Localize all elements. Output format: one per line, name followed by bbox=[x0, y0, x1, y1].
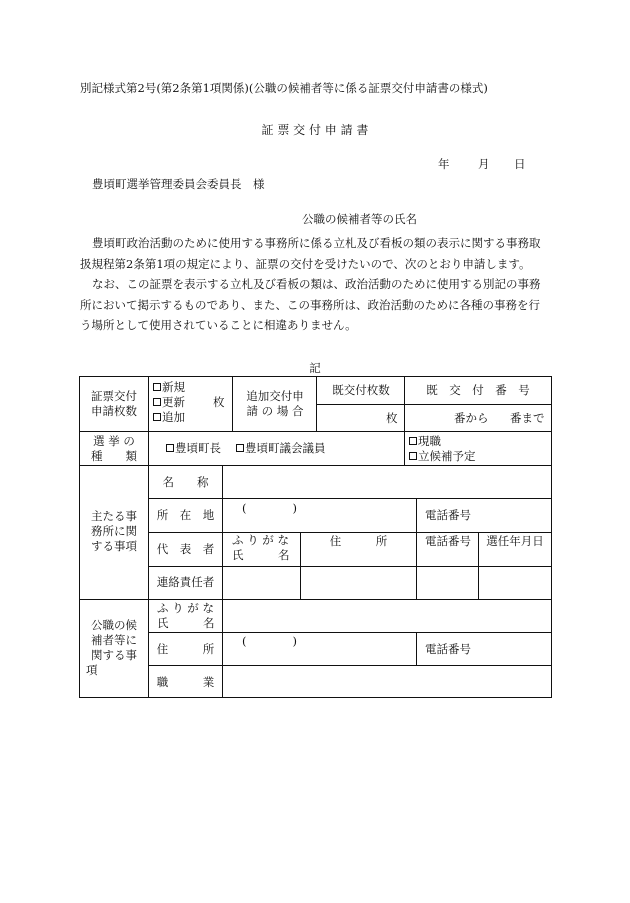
election-assembly-option[interactable] bbox=[236, 441, 326, 456]
request-count-label-1: 証票交付 bbox=[91, 389, 137, 403]
office-section-label-3: する事項 bbox=[91, 539, 137, 553]
checkbox-assembly[interactable] bbox=[236, 444, 244, 452]
checkbox-incumbent[interactable] bbox=[409, 437, 417, 445]
candidate-section-label-2: 補者等に bbox=[91, 633, 137, 647]
representative-furigana-label bbox=[232, 533, 300, 563]
planned-label: 立候補予定 bbox=[418, 449, 476, 463]
status-planned[interactable] bbox=[409, 449, 476, 464]
candidate-section-label bbox=[80, 618, 148, 678]
candidate-section-label-4: 項 bbox=[86, 663, 98, 677]
candidate-furigana-2: 氏 名 bbox=[157, 616, 215, 630]
election-mayor-option[interactable] bbox=[166, 441, 221, 456]
incumbent-label: 現職 bbox=[418, 434, 441, 448]
additional-case-label-2: 請 の 場 合 bbox=[246, 404, 304, 418]
form-header: 別記様式第2号(第2条第1項関係)(公職の候補者等に係る証票交付申請書の様式) bbox=[80, 81, 488, 95]
paragraph-1: 豊頃町政治活動のために使用する事務所に係る立札及び看板の類の表示に関する事務取扱規程第2条第1項の規定により、証票の交付を受けたいので、次のとおり申請します。 bbox=[80, 236, 541, 271]
office-section-label bbox=[80, 509, 148, 554]
number-from-label: 番から bbox=[454, 411, 489, 425]
date-month: 月 bbox=[478, 157, 490, 171]
candidate-tel-label: 電話番号 bbox=[425, 642, 471, 656]
checkbox-add[interactable] bbox=[153, 413, 161, 421]
addressee: 豊頃町選挙管理委員会委員長 様 bbox=[92, 177, 265, 191]
office-section-label-2: 務所に関 bbox=[91, 524, 137, 538]
document-title: 証 票 交 付 申 請 書 bbox=[261, 123, 369, 137]
office-address-label: 所 在 地 bbox=[156, 508, 215, 522]
representative-furigana-2: 氏 名 bbox=[232, 548, 290, 562]
office-section-label-1: 主たる事 bbox=[91, 509, 137, 523]
additional-case-label bbox=[233, 389, 317, 419]
ki-label: 記 bbox=[309, 361, 321, 375]
representative-address-field[interactable] bbox=[301, 567, 416, 599]
checkbox-new[interactable] bbox=[153, 383, 161, 391]
mayor-label: 豊頃町長 bbox=[175, 441, 221, 455]
candidate-name-field[interactable] bbox=[223, 600, 551, 632]
appointment-date-label: 選任年月日 bbox=[486, 534, 544, 548]
checkbox-mayor[interactable] bbox=[166, 444, 174, 452]
option-add[interactable] bbox=[153, 410, 233, 425]
election-type-label-1: 選 挙 の bbox=[93, 434, 135, 448]
request-type-options bbox=[153, 380, 233, 425]
candidate-section-label-3: 関する事 bbox=[91, 648, 137, 662]
office-tel-field[interactable] bbox=[479, 499, 551, 532]
representative-name-field[interactable] bbox=[223, 567, 300, 599]
election-type-label-2: 種 類 bbox=[91, 449, 137, 463]
additional-case-label-1: 追加交付申 bbox=[246, 389, 304, 403]
candidate-section-label-1: 公職の候 bbox=[91, 618, 137, 632]
status-options bbox=[409, 434, 476, 464]
date-year: 年 bbox=[438, 157, 450, 171]
office-name-field[interactable] bbox=[223, 466, 551, 498]
candidate-occupation-label: 職 業 bbox=[156, 675, 215, 689]
representative-tel-label: 電話番号 bbox=[425, 534, 471, 548]
office-address-paren: ( ) bbox=[242, 501, 297, 515]
candidate-address-paren: ( ) bbox=[242, 634, 297, 648]
option-renew-label: 更新 bbox=[162, 395, 185, 409]
date-day: 日 bbox=[514, 157, 526, 171]
unit-mai: 枚 bbox=[213, 395, 225, 409]
paragraph-2: なお、この証票を表示する立札及び看板の類は、政治活動のために使用する別記の事務所において掲示するものであり、また、この事務所は、政治活動のために各種の事務を行う場所として使用されていることに相違ありません。 bbox=[80, 277, 541, 332]
candidate-occupation-field[interactable] bbox=[223, 666, 551, 697]
assembly-label: 豊頃町議会議員 bbox=[245, 441, 326, 455]
option-new[interactable] bbox=[153, 380, 233, 395]
representative-label: 代 表 者 bbox=[156, 542, 215, 556]
option-add-label: 追加 bbox=[162, 410, 185, 424]
representative-address-label: 住 所 bbox=[329, 534, 388, 548]
issued-count-header: 既交付枚数 bbox=[332, 383, 390, 397]
office-tel-label: 電話番号 bbox=[425, 508, 471, 522]
status-incumbent[interactable] bbox=[409, 434, 476, 449]
candidate-address-label: 住 所 bbox=[156, 642, 215, 656]
candidate-furigana-1: ふ り が な bbox=[157, 601, 214, 615]
candidate-furigana-label bbox=[157, 601, 223, 631]
number-to-label: 番まで bbox=[510, 411, 545, 425]
office-name-label: 名 称 bbox=[162, 475, 209, 489]
representative-furigana-1: ふ り が な bbox=[232, 533, 289, 547]
option-new-label: 新規 bbox=[162, 380, 185, 394]
request-count-label-2: 申請枚数 bbox=[91, 404, 137, 418]
checkbox-planned[interactable] bbox=[409, 452, 417, 460]
office-address-field[interactable] bbox=[223, 499, 416, 532]
issued-count-unit: 枚 bbox=[386, 411, 398, 425]
checkbox-renew[interactable] bbox=[153, 398, 161, 406]
contact-person-label: 連絡責任者 bbox=[156, 575, 215, 589]
election-type-label bbox=[80, 434, 148, 464]
option-renew[interactable] bbox=[153, 395, 233, 410]
request-count-label bbox=[80, 389, 148, 419]
issued-number-header: 既 交 付 番 号 bbox=[426, 383, 530, 397]
applicant-label: 公職の候補者等の氏名 bbox=[302, 212, 417, 226]
